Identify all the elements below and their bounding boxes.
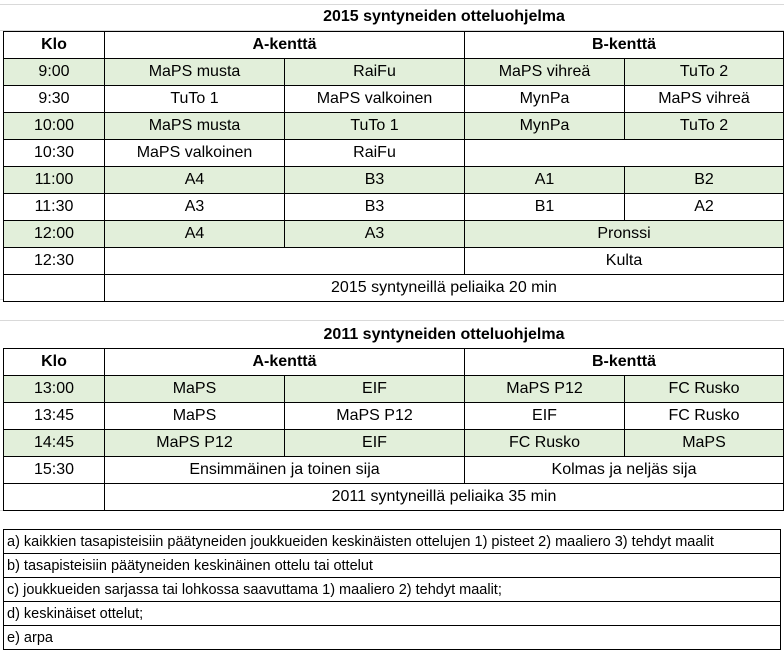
list-item [4, 530, 781, 554]
schedule-2015-table [3, 31, 784, 302]
schedule-2011-table [3, 348, 784, 511]
table-row [4, 376, 784, 403]
empty-cell [4, 275, 105, 302]
tiebreaker-rule: e) arpa [4, 626, 781, 650]
field-a-team-2: RaiFu [285, 140, 465, 167]
table-header-row [4, 32, 784, 59]
table-row [4, 113, 784, 140]
table-row [4, 140, 784, 167]
table-row [4, 221, 784, 248]
header-field-a: A-kenttä [105, 32, 465, 59]
field-a-team-1: MaPS musta [105, 113, 285, 140]
field-b-team-2: MaPS [625, 430, 784, 457]
schedule-2011-note: 2011 syntyneillä peliaika 35 min [105, 484, 784, 511]
table-row [4, 167, 784, 194]
time-cell: 10:30 [4, 140, 105, 167]
table-row [4, 86, 784, 113]
field-b-match: Kulta [465, 248, 784, 275]
field-a-team-2: RaiFu [285, 59, 465, 86]
field-a-team-1: MaPS valkoinen [105, 140, 285, 167]
field-a-team-1: A4 [105, 221, 285, 248]
table-row [4, 59, 784, 86]
field-a-team-1: MaPS P12 [105, 430, 285, 457]
table-row [4, 194, 784, 221]
field-a-team-1: MaPS musta [105, 59, 285, 86]
time-cell: 13:00 [4, 376, 105, 403]
table-row [4, 403, 784, 430]
time-cell: 14:45 [4, 430, 105, 457]
field-b-match: Pronssi [465, 221, 784, 248]
field-b-match: Kolmas ja neljäs sija [465, 457, 784, 484]
field-a-team-1: MaPS [105, 403, 285, 430]
field-b-team-2: MaPS vihreä [625, 86, 784, 113]
field-a-team-2: A3 [285, 221, 465, 248]
table-row [4, 248, 784, 275]
field-b-team-1: MynPa [465, 86, 625, 113]
time-cell: 12:00 [4, 221, 105, 248]
field-a-team-1: A4 [105, 167, 285, 194]
field-a-match: Ensimmäinen ja toinen sija [105, 457, 465, 484]
field-a-team-2: B3 [285, 194, 465, 221]
field-a-team-1: MaPS [105, 376, 285, 403]
field-b-team-1: A1 [465, 167, 625, 194]
field-b-team-1: MaPS P12 [465, 376, 625, 403]
tiebreaker-rule: d) keskinäiset ottelut; [4, 602, 781, 626]
time-cell: 10:00 [4, 113, 105, 140]
tiebreaker-rule: a) kaikkien tasapisteisiin päätyneiden joukkueiden keskinäisten ottelujen 1) pisteet 2) maaliero 3) tehdyt maalit [4, 530, 781, 554]
field-b-team-1: MaPS vihreä [465, 59, 625, 86]
empty-cell [4, 484, 105, 511]
list-item [4, 626, 781, 650]
field-b-team-1: B1 [465, 194, 625, 221]
header-field-b: B-kenttä [465, 32, 784, 59]
list-item [4, 578, 781, 602]
field-a-team-1: A3 [105, 194, 285, 221]
time-cell: 12:30 [4, 248, 105, 275]
field-b-team-2: A2 [625, 194, 784, 221]
header-time: Klo [4, 349, 105, 376]
header-field-b: B-kenttä [465, 349, 784, 376]
time-cell: 15:30 [4, 457, 105, 484]
time-cell: 9:00 [4, 59, 105, 86]
field-a-team-1: TuTo 1 [105, 86, 285, 113]
field-a-team-2: EIF [285, 376, 465, 403]
header-field-a: A-kenttä [105, 349, 465, 376]
field-b-team-2: FC Rusko [625, 403, 784, 430]
gridline [0, 320, 784, 321]
field-b-team-2: B2 [625, 167, 784, 194]
table-row [4, 275, 784, 302]
field-b-team-1: FC Rusko [465, 430, 625, 457]
list-item [4, 602, 781, 626]
time-cell: 11:00 [4, 167, 105, 194]
schedule-2015-note: 2015 syntyneillä peliaika 20 min [105, 275, 784, 302]
list-item [4, 554, 781, 578]
field-b-team-2: FC Rusko [625, 376, 784, 403]
table-row [4, 484, 784, 511]
field-b-team-2: TuTo 2 [625, 113, 784, 140]
field-a-team-2: TuTo 1 [285, 113, 465, 140]
field-b-team-1: MynPa [465, 113, 625, 140]
header-time: Klo [4, 32, 105, 59]
time-cell: 9:30 [4, 86, 105, 113]
time-cell: 11:30 [4, 194, 105, 221]
schedule-2015-title: 2015 syntyneiden otteluohjelma [323, 8, 565, 25]
empty-cell [465, 140, 784, 167]
table-header-row [4, 349, 784, 376]
field-b-team-1: EIF [465, 403, 625, 430]
empty-cell [105, 248, 465, 275]
table-row [4, 457, 784, 484]
field-a-team-2: MaPS valkoinen [285, 86, 465, 113]
tiebreaker-rule: c) joukkueiden sarjassa tai lohkossa saavuttama 1) maaliero 2) tehdyt maalit; [4, 578, 781, 602]
field-a-team-2: B3 [285, 167, 465, 194]
field-a-team-2: EIF [285, 430, 465, 457]
field-b-team-2: TuTo 2 [625, 59, 784, 86]
field-a-team-2: MaPS P12 [285, 403, 465, 430]
tiebreaker-rule: b) tasapisteisiin päätyneiden keskinäinen ottelu tai ottelut [4, 554, 781, 578]
time-cell: 13:45 [4, 403, 105, 430]
schedule-2011-title: 2011 syntyneiden otteluohjelma [323, 326, 565, 343]
tiebreaker-rules-table [3, 529, 781, 650]
table-row [4, 430, 784, 457]
